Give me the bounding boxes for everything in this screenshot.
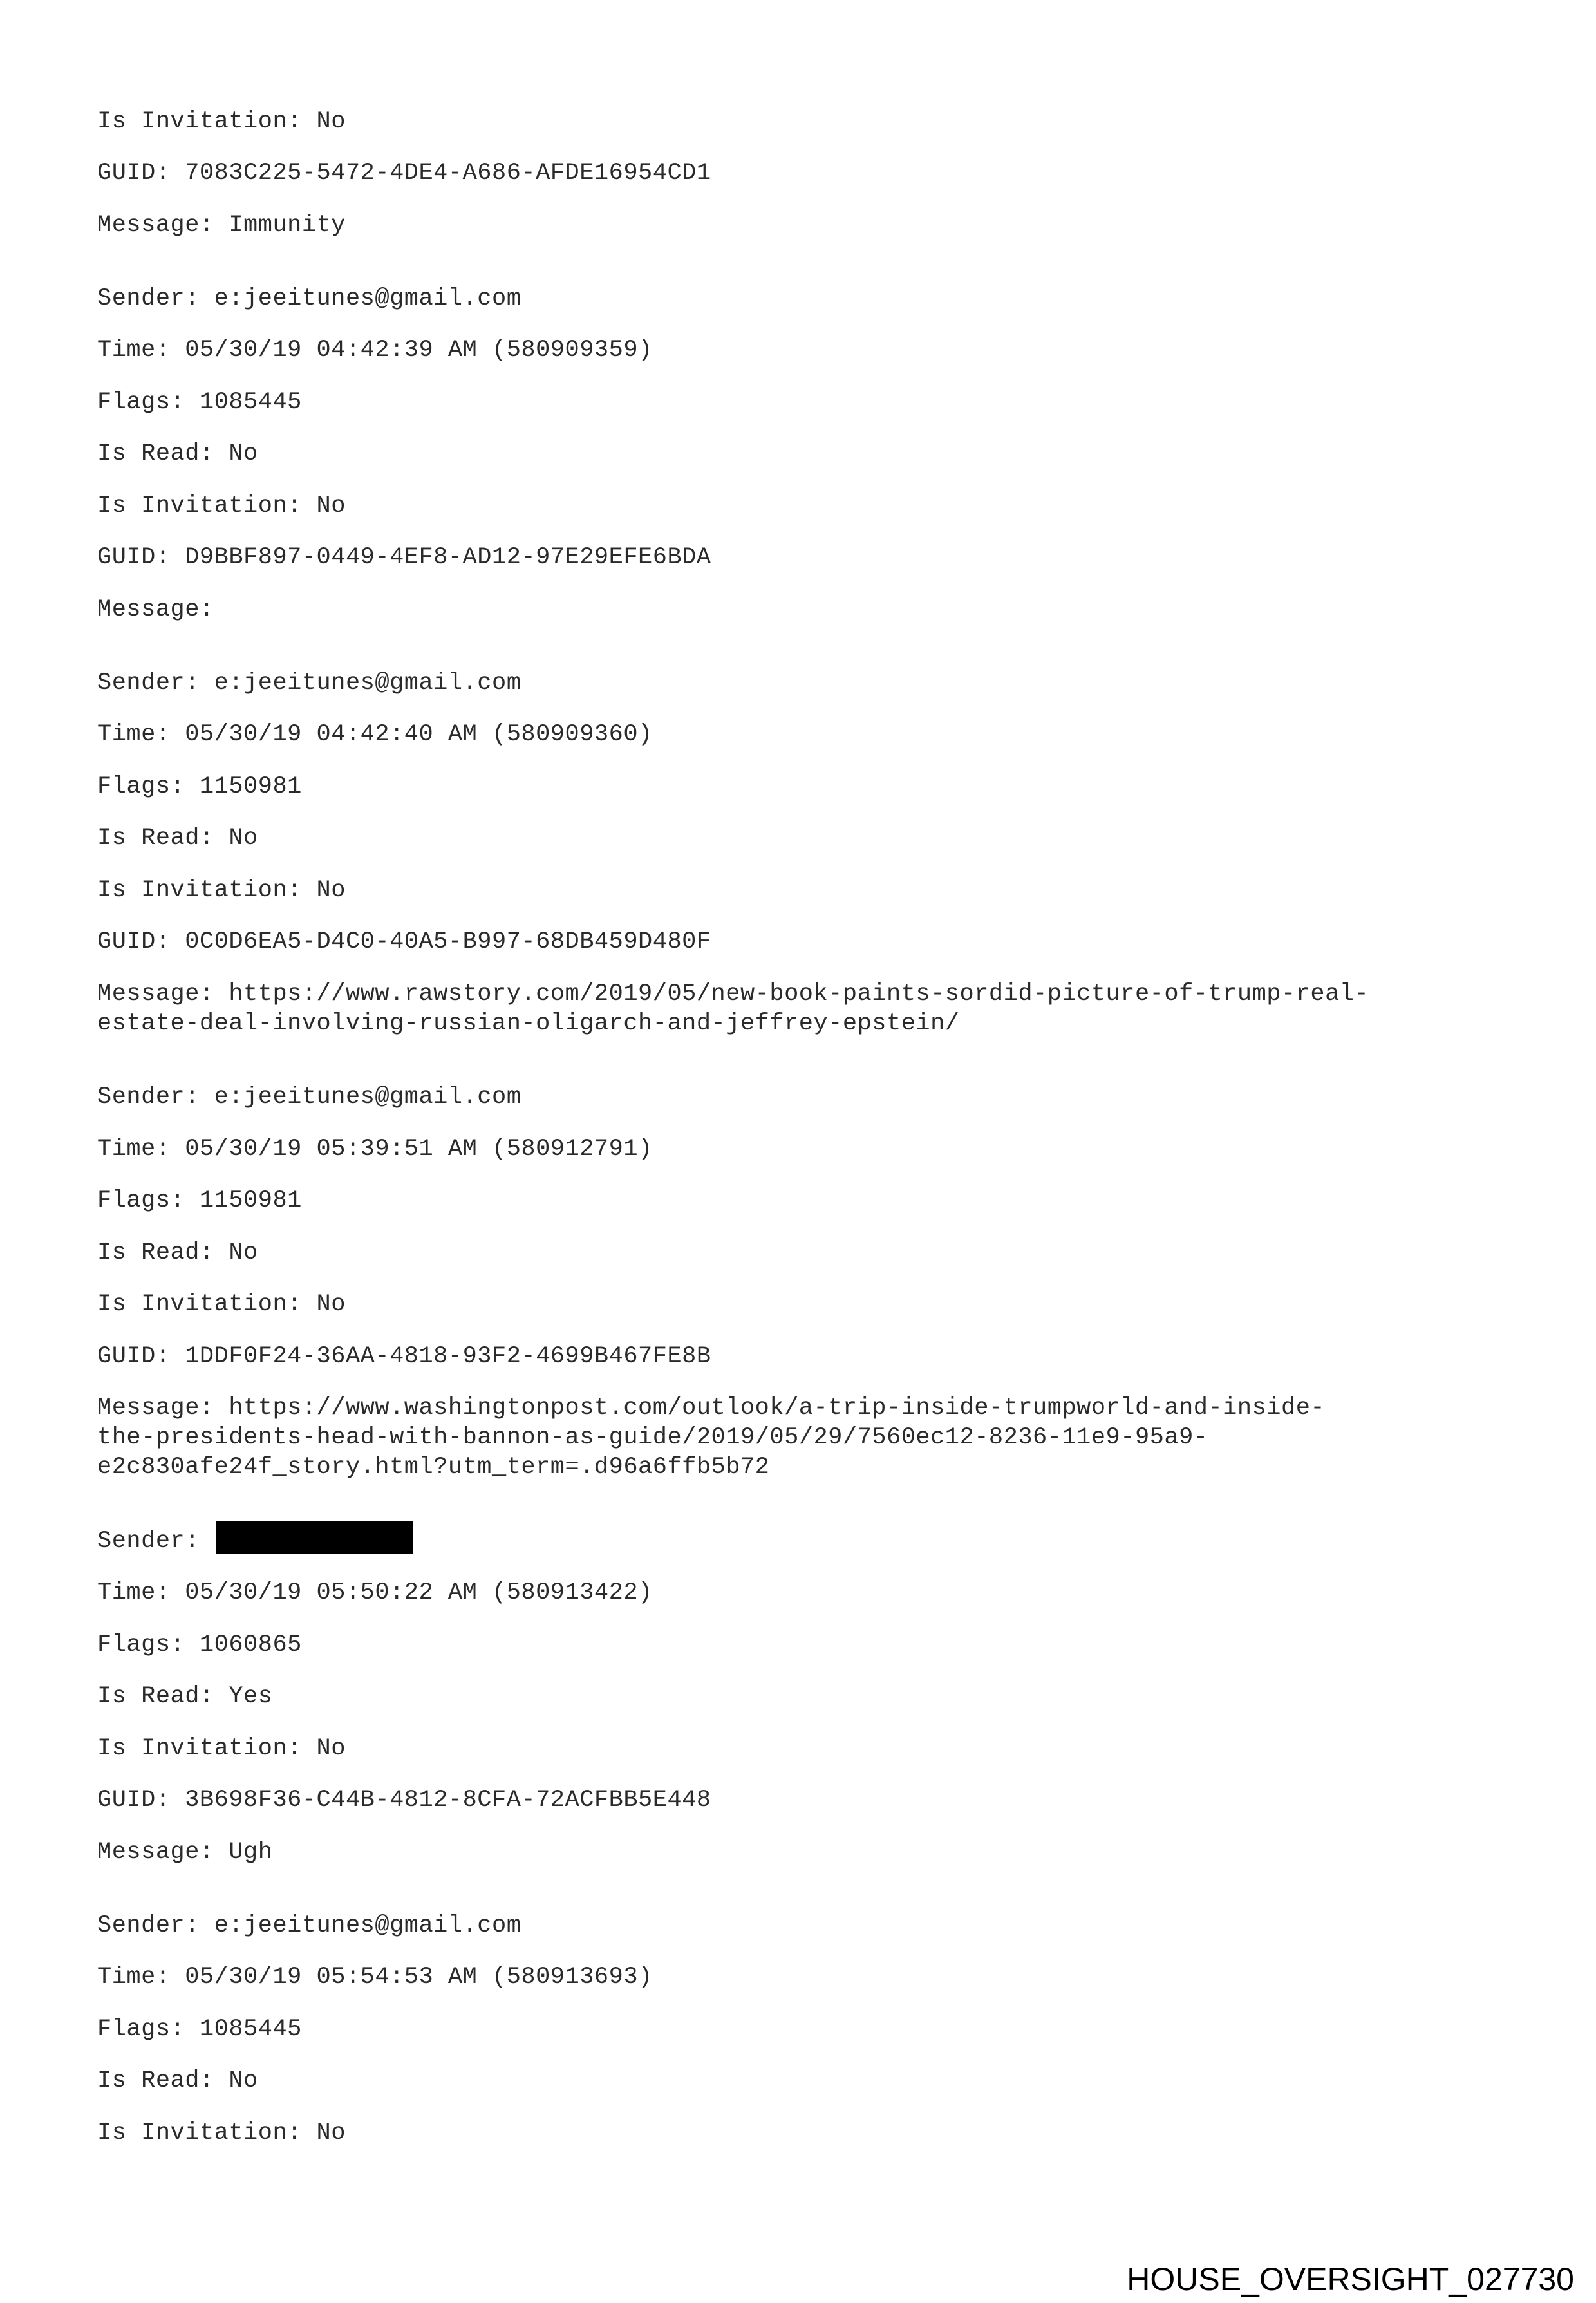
bates-number: HOUSE_OVERSIGHT_027730 bbox=[1127, 2261, 1574, 2297]
field-is-read: Is Read: No bbox=[97, 1239, 258, 1266]
field-time: Time: 05/30/19 05:50:22 AM (580913422) bbox=[97, 1579, 653, 1606]
field-message-continued: e2c830afe24f_story.html?utm_term=.d96a6ffb5b72 bbox=[97, 1454, 770, 1481]
field-is-read: Is Read: No bbox=[97, 2067, 258, 2094]
field-message: Message: bbox=[97, 596, 214, 623]
field-guid: GUID: 1DDF0F24-36AA-4818-93F2-4699B467FE8B bbox=[97, 1343, 711, 1370]
field-time: Time: 05/30/19 05:54:53 AM (580913693) bbox=[97, 1964, 653, 1991]
field-message: Message: https://www.washingtonpost.com/outlook/a-trip-inside-trumpworld-and-inside- bbox=[97, 1395, 1326, 1422]
field-is-invitation: Is Invitation: No bbox=[97, 1291, 346, 1318]
field-message: Message: https://www.rawstory.com/2019/05/new-book-paints-sordid-picture-of-trump-real- bbox=[97, 981, 1369, 1008]
field-guid: GUID: 0C0D6EA5-D4C0-40A5-B997-68DB459D480F bbox=[97, 928, 711, 955]
field-message: Message: Immunity bbox=[97, 212, 346, 239]
redaction-block bbox=[216, 1521, 413, 1554]
field-is-read: Is Read: Yes bbox=[97, 1683, 273, 1710]
field-sender: Sender: e:jeeitunes@gmail.com bbox=[97, 670, 521, 697]
field-guid: GUID: 3B698F36-C44B-4812-8CFA-72ACFBB5E448 bbox=[97, 1787, 711, 1814]
field-time: Time: 05/30/19 04:42:39 AM (580909359) bbox=[97, 337, 653, 364]
field-flags: Flags: 1085445 bbox=[97, 389, 302, 416]
field-sender: Sender: e:jeeitunes@gmail.com bbox=[97, 1912, 521, 1939]
field-is-invitation: Is Invitation: No bbox=[97, 493, 346, 520]
field-time: Time: 05/30/19 04:42:40 AM (580909360) bbox=[97, 721, 653, 748]
field-is-invitation: Is Invitation: No bbox=[97, 108, 346, 135]
field-flags: Flags: 1085445 bbox=[97, 2016, 302, 2043]
field-is-invitation: Is Invitation: No bbox=[97, 877, 346, 904]
field-is-read: Is Read: No bbox=[97, 825, 258, 852]
field-flags: Flags: 1150981 bbox=[97, 773, 302, 800]
field-sender: Sender: e:jeeitunes@gmail.com bbox=[97, 1084, 521, 1111]
field-is-invitation: Is Invitation: No bbox=[97, 1735, 346, 1762]
field-sender: Sender: bbox=[97, 1528, 200, 1555]
field-flags: Flags: 1060865 bbox=[97, 1631, 302, 1659]
field-guid: GUID: D9BBF897-0449-4EF8-AD12-97E29EFE6BDA bbox=[97, 544, 711, 571]
field-is-read: Is Read: No bbox=[97, 440, 258, 467]
field-sender: Sender: e:jeeitunes@gmail.com bbox=[97, 285, 521, 312]
field-flags: Flags: 1150981 bbox=[97, 1187, 302, 1214]
field-message: Message: Ugh bbox=[97, 1839, 273, 1866]
field-message-continued: estate-deal-involving-russian-oligarch-and-jeffrey-epstein/ bbox=[97, 1010, 960, 1037]
field-message-continued: the-presidents-head-with-bannon-as-guide/2019/05/29/7560ec12-8236-11e9-95a9- bbox=[97, 1424, 1208, 1451]
field-guid: GUID: 7083C225-5472-4DE4-A686-AFDE16954CD1 bbox=[97, 160, 711, 187]
field-is-invitation: Is Invitation: No bbox=[97, 2120, 346, 2147]
field-time: Time: 05/30/19 05:39:51 AM (580912791) bbox=[97, 1136, 653, 1163]
